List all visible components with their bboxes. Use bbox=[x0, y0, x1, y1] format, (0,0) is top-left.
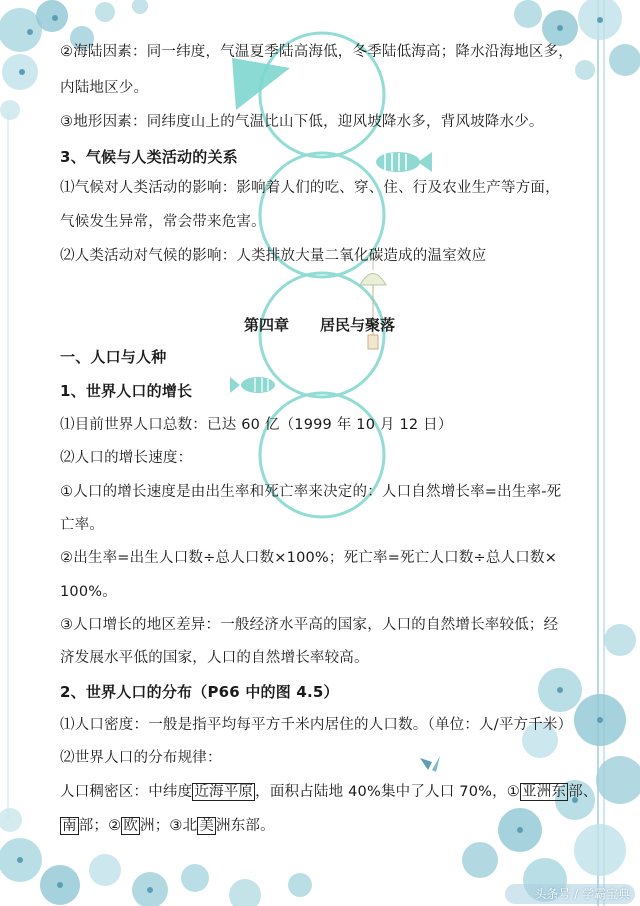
butterfly-icon bbox=[420, 756, 440, 772]
text-line-distribution-rule: ⑵世界人口的分布规律： bbox=[60, 750, 222, 766]
chapter-title: 居民与聚落 bbox=[320, 316, 396, 334]
text-line-regional-difference: ③人口增长的地区差异：一般经济水平高的国家，人口的自然增长率较低；经 bbox=[60, 617, 559, 633]
watermark: 头条号 / 学霸宝典 bbox=[534, 887, 630, 901]
text-line-human-impact: ⑵人类活动对气候的影响：人类排放大量二氧化碳造成的温室效应 bbox=[60, 248, 487, 264]
text-line-population-total: ⑴目前世界人口总数：已达 60 亿（1999 年 10 月 12 日） bbox=[60, 417, 453, 433]
flowers-bottom-right-icon bbox=[462, 624, 640, 902]
boxed-america: 美 bbox=[199, 818, 215, 834]
dense-cont-part2: 洲；③北 bbox=[140, 818, 198, 834]
text-line-dense-areas bbox=[60, 782, 598, 802]
boxed-east-asia: 亚洲东 bbox=[522, 784, 567, 800]
text-line-growth-speed: ⑵人口的增长速度： bbox=[60, 450, 193, 466]
text-line-dense-areas-cont bbox=[60, 816, 275, 836]
text-line-population-density: ⑴人口密度：一般是指平均每平方千米内居住的人口数。（单位：人/平方千米） bbox=[60, 717, 573, 733]
chapter-number: 第四章 bbox=[244, 316, 290, 334]
text-line-climate-abnormal: 气候发生异常，常会带来危害。 bbox=[60, 214, 266, 230]
text-line-death-rate-end: 亡率。 bbox=[60, 517, 105, 533]
boxed-coastal-plain: 近海平原 bbox=[194, 784, 254, 800]
circles-decoration-icon bbox=[260, 33, 384, 517]
dense-areas-mid: ，面积占陆地 40%集中了人口 70%，① bbox=[255, 784, 520, 800]
dense-areas-end: 部、 bbox=[568, 784, 598, 800]
dense-areas-lead: 人口稠密区：中纬度 bbox=[60, 784, 193, 800]
text-line-percent: 100%。 bbox=[60, 584, 117, 600]
flowers-top-right-icon bbox=[514, 0, 640, 80]
text-line-terrain-factor: ③地形因素：同纬度山上的气温比山下低，迎风坡降水多，背风坡降水少。 bbox=[60, 114, 544, 130]
dense-cont-part1: 部；② bbox=[78, 818, 122, 834]
section-heading-climate-human: 3、气候与人类活动的关系 bbox=[60, 148, 238, 166]
boxed-south: 南 bbox=[62, 818, 77, 834]
text-line-birth-rate-formula: ②出生率=出生人口数÷总人口数×100%；死亡率=死亡人口数÷总人口数× bbox=[60, 550, 558, 566]
fish-icon bbox=[230, 377, 275, 393]
fish-icon bbox=[376, 152, 432, 172]
section-heading-population-growth: 1、世界人口的增长 bbox=[60, 382, 193, 400]
text-line-inland: 内陆地区少。 bbox=[60, 80, 149, 96]
text-line-climate-impact: ⑴气候对人类活动的影响：影响着人们的吃、穿、住、行及农业生产等方面， bbox=[60, 180, 560, 196]
text-line-sea-land-factor: ②海陆因素：同一纬度，气温夏季陆高海低，冬季陆低海高；降水沿海地区多， bbox=[60, 44, 573, 60]
text-line-developing-countries: 济发展水平低的国家，人口的自然增长率较高。 bbox=[60, 650, 369, 666]
section-heading-population: 一、人口与人种 bbox=[60, 348, 167, 366]
text-line-growth-rate: ①人口的增长速度是由出生率和死亡率来决定的：人口自然增长率=出生率-死 bbox=[60, 484, 562, 500]
section-heading-distribution: 2、世界人口的分布（P66 中的图 4.5） bbox=[60, 683, 339, 701]
dense-cont-part3: 洲东部。 bbox=[216, 818, 275, 834]
boxed-europe: 欧 bbox=[123, 818, 139, 834]
